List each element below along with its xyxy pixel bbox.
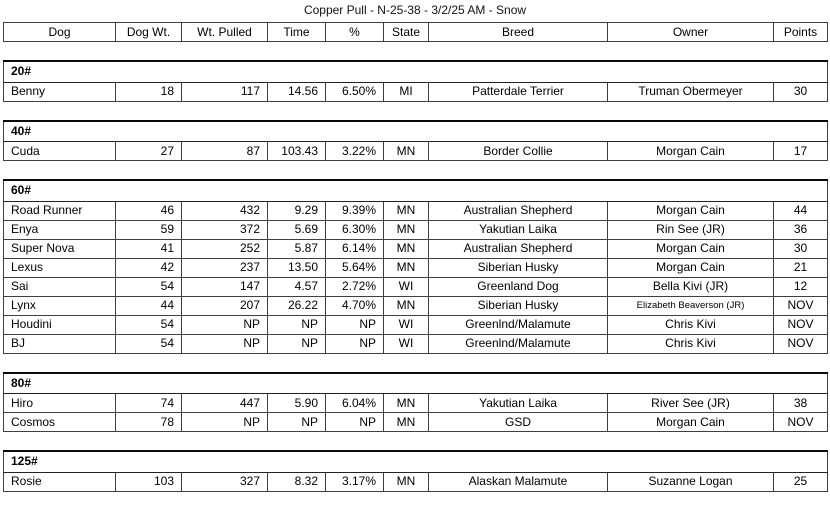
cell-pct: 3.22% — [326, 142, 384, 161]
cell-time: 5.90 — [268, 394, 326, 413]
cell-breed: Border Collie — [429, 142, 608, 161]
cell-points: NOV — [774, 334, 828, 353]
col-header-dog-wt: Dog Wt. — [116, 23, 182, 42]
cell-wt-pulled: NP — [182, 334, 268, 353]
section-20 — [3, 60, 828, 102]
cell-dog: Rosie — [4, 472, 116, 491]
cell-dog-wt: 54 — [116, 334, 182, 353]
cell-pct: 3.17% — [326, 472, 384, 491]
cell-dog-wt: 42 — [116, 258, 182, 277]
cell-state: MN — [384, 239, 429, 258]
cell-state: MN — [384, 258, 429, 277]
section-label: 60# — [4, 180, 828, 201]
table-row — [4, 258, 828, 277]
cell-pct: 6.30% — [326, 220, 384, 239]
cell-dog: Super Nova — [4, 239, 116, 258]
table-row — [4, 472, 828, 491]
cell-state: MN — [384, 472, 429, 491]
cell-state: MN — [384, 394, 429, 413]
cell-dog-wt: 103 — [116, 472, 182, 491]
page-title: Copper Pull - N-25-38 - 3/2/25 AM - Snow — [303, 3, 527, 17]
cell-dog: Lynx — [4, 296, 116, 315]
cell-pct: 5.64% — [326, 258, 384, 277]
section-label: 20# — [4, 61, 828, 82]
cell-owner: Bella Kivi (JR) — [608, 277, 774, 296]
cell-dog-wt: 27 — [116, 142, 182, 161]
cell-owner: Morgan Cain — [608, 258, 774, 277]
cell-points: 21 — [774, 258, 828, 277]
section-band-60 — [4, 180, 828, 201]
cell-state: MN — [384, 142, 429, 161]
cell-state: WI — [384, 277, 429, 296]
cell-owner: Morgan Cain — [608, 413, 774, 432]
section-label: 80# — [4, 373, 828, 394]
cell-dog-wt: 54 — [116, 315, 182, 334]
table-row — [4, 296, 828, 315]
cell-owner: Morgan Cain — [608, 142, 774, 161]
cell-pct: NP — [326, 413, 384, 432]
cell-owner: Suzanne Logan — [608, 472, 774, 491]
cell-breed: Greenlnd/Malamute — [429, 315, 608, 334]
cell-dog: Sai — [4, 277, 116, 296]
cell-dog-wt: 59 — [116, 220, 182, 239]
cell-dog: Hiro — [4, 394, 116, 413]
cell-points: NOV — [774, 296, 828, 315]
section-label: 40# — [4, 121, 828, 142]
cell-dog-wt: 44 — [116, 296, 182, 315]
cell-pct: 6.04% — [326, 394, 384, 413]
cell-time: NP — [268, 334, 326, 353]
cell-points: NOV — [774, 315, 828, 334]
col-header-state: State — [384, 23, 429, 42]
col-header-wt-pulled: Wt. Pulled — [182, 23, 268, 42]
cell-points: 44 — [774, 201, 828, 220]
cell-pct: 4.70% — [326, 296, 384, 315]
cell-time: 5.69 — [268, 220, 326, 239]
cell-wt-pulled: 87 — [182, 142, 268, 161]
cell-wt-pulled: 327 — [182, 472, 268, 491]
cell-breed: Patterdale Terrier — [429, 82, 608, 101]
table-row — [4, 277, 828, 296]
table-row — [4, 394, 828, 413]
table-row — [4, 413, 828, 432]
cell-state: MN — [384, 220, 429, 239]
cell-time: 13.50 — [268, 258, 326, 277]
section-label: 125# — [4, 451, 828, 472]
section-band-20 — [4, 61, 828, 82]
cell-pct: NP — [326, 334, 384, 353]
column-header-row — [3, 22, 828, 42]
cell-wt-pulled: 237 — [182, 258, 268, 277]
cell-breed: Alaskan Malamute — [429, 472, 608, 491]
cell-points: 36 — [774, 220, 828, 239]
table-row — [4, 201, 828, 220]
cell-owner: Truman Obermeyer — [608, 82, 774, 101]
cell-wt-pulled: 147 — [182, 277, 268, 296]
cell-owner: Elizabeth Beaverson (JR) — [608, 296, 774, 315]
cell-time: 26.22 — [268, 296, 326, 315]
cell-breed: Siberian Husky — [429, 258, 608, 277]
col-header-breed: Breed — [429, 23, 608, 42]
cell-dog-wt: 46 — [116, 201, 182, 220]
section-band-40 — [4, 121, 828, 142]
col-header-dog: Dog — [4, 23, 116, 42]
cell-points: 30 — [774, 239, 828, 258]
cell-points: 38 — [774, 394, 828, 413]
section-band-125 — [4, 451, 828, 472]
table-row — [4, 239, 828, 258]
cell-owner: River See (JR) — [608, 394, 774, 413]
cell-points: 17 — [774, 142, 828, 161]
table-row — [4, 315, 828, 334]
section-125 — [3, 450, 828, 492]
cell-owner: Morgan Cain — [608, 201, 774, 220]
cell-points: 30 — [774, 82, 828, 101]
cell-owner: Chris Kivi — [608, 315, 774, 334]
cell-pct: 9.39% — [326, 201, 384, 220]
cell-state: MI — [384, 82, 429, 101]
cell-dog-wt: 54 — [116, 277, 182, 296]
section-80 — [3, 372, 828, 433]
cell-dog-wt: 41 — [116, 239, 182, 258]
col-header-owner: Owner — [608, 23, 774, 42]
cell-pct: 2.72% — [326, 277, 384, 296]
cell-dog: Road Runner — [4, 201, 116, 220]
cell-dog-wt: 74 — [116, 394, 182, 413]
cell-wt-pulled: NP — [182, 315, 268, 334]
cell-wt-pulled: 207 — [182, 296, 268, 315]
cell-points: 12 — [774, 277, 828, 296]
cell-dog: Enya — [4, 220, 116, 239]
cell-breed: Greenland Dog — [429, 277, 608, 296]
cell-wt-pulled: 117 — [182, 82, 268, 101]
cell-dog-wt: 18 — [116, 82, 182, 101]
cell-pct: NP — [326, 315, 384, 334]
cell-wt-pulled: 252 — [182, 239, 268, 258]
cell-time: 8.32 — [268, 472, 326, 491]
cell-breed: Greenlnd/Malamute — [429, 334, 608, 353]
cell-time: 14.56 — [268, 82, 326, 101]
cell-dog: Lexus — [4, 258, 116, 277]
table-row — [4, 82, 828, 101]
col-header-pct: % — [326, 23, 384, 42]
cell-dog: Cuda — [4, 142, 116, 161]
cell-dog: Benny — [4, 82, 116, 101]
cell-time: 5.87 — [268, 239, 326, 258]
col-header-points: Points — [774, 23, 828, 42]
cell-dog-wt: 78 — [116, 413, 182, 432]
cell-dog: Cosmos — [4, 413, 116, 432]
cell-time: 9.29 — [268, 201, 326, 220]
cell-state: WI — [384, 334, 429, 353]
cell-owner: Morgan Cain — [608, 239, 774, 258]
cell-points: 25 — [774, 472, 828, 491]
cell-breed: Australian Shepherd — [429, 239, 608, 258]
table-row — [4, 220, 828, 239]
cell-wt-pulled: 447 — [182, 394, 268, 413]
cell-breed: Australian Shepherd — [429, 201, 608, 220]
cell-state: MN — [384, 201, 429, 220]
cell-dog: Houdini — [4, 315, 116, 334]
cell-points: NOV — [774, 413, 828, 432]
cell-wt-pulled: NP — [182, 413, 268, 432]
section-60 — [3, 179, 828, 354]
cell-wt-pulled: 372 — [182, 220, 268, 239]
cell-state: MN — [384, 296, 429, 315]
table-row — [4, 334, 828, 353]
cell-time: NP — [268, 413, 326, 432]
cell-pct: 6.50% — [326, 82, 384, 101]
cell-breed: GSD — [429, 413, 608, 432]
section-40 — [3, 120, 828, 162]
cell-time: 4.57 — [268, 277, 326, 296]
cell-owner: Chris Kivi — [608, 334, 774, 353]
table-row — [4, 142, 828, 161]
cell-time: 103.43 — [268, 142, 326, 161]
cell-dog: BJ — [4, 334, 116, 353]
cell-owner: Rin See (JR) — [608, 220, 774, 239]
cell-time: NP — [268, 315, 326, 334]
cell-wt-pulled: 432 — [182, 201, 268, 220]
cell-state: MN — [384, 413, 429, 432]
section-band-80 — [4, 373, 828, 394]
cell-breed: Yakutian Laika — [429, 220, 608, 239]
cell-breed: Siberian Husky — [429, 296, 608, 315]
cell-pct: 6.14% — [326, 239, 384, 258]
cell-breed: Yakutian Laika — [429, 394, 608, 413]
cell-state: WI — [384, 315, 429, 334]
col-header-time: Time — [268, 23, 326, 42]
